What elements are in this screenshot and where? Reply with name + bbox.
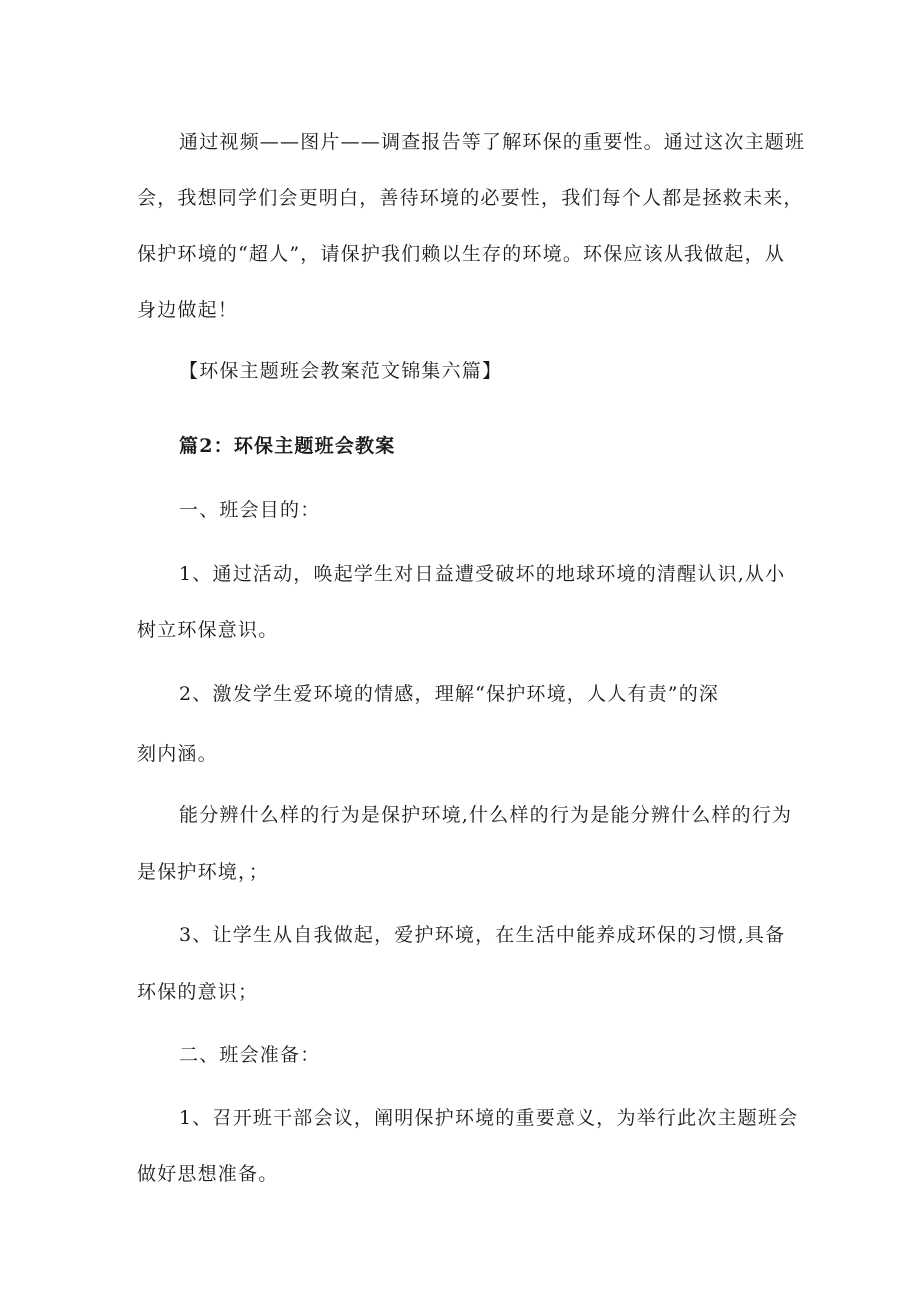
collection-title: 【环保主题班会教案范文锦集六篇】 [179, 360, 503, 382]
paragraph-line: 刻内涵。 [137, 743, 218, 765]
paragraph-line: 树立环保意识。 [137, 619, 279, 641]
paragraph-line: 2、激发学生爱环境的情感，理解“保护环境，人人有责”的深 [179, 683, 720, 705]
paragraph-line: 1、通过活动，唤起学生对日益遭受破坏的地球环境的清醒认识,从小 [179, 563, 786, 585]
paragraph-line: 通过视频——图片——调查报告等了解环保的重要性。通过这次主题班 [179, 131, 806, 153]
paragraph-line: 环保的意识； [137, 981, 259, 1003]
paragraph-line: 是保护环境，； [137, 861, 269, 883]
goal-heading: 一、班会目的： [179, 499, 321, 521]
section-title: 篇2：环保主题班会教案 [179, 435, 396, 457]
paragraph-line: 3、让学生从自我做起，爱护环境，在生活中能养成环保的习惯,具备 [179, 924, 786, 946]
paragraph-line: 做好思想准备。 [137, 1163, 279, 1185]
paragraph-line: 能分辨什么样的行为是保护环境,什么样的行为是能分辨什么样的行为 [179, 804, 793, 826]
paragraph-line: 身边做起！ [137, 299, 239, 321]
prep-heading: 二、班会准备： [179, 1044, 321, 1066]
paragraph-line: 会，我想同学们会更明白，善待环境的必要性，我们每个人都是拯救未来， [137, 187, 804, 209]
paragraph-line: 1、召开班干部会议，阐明保护环境的重要意义，为举行此次主题班会 [179, 1107, 799, 1129]
paragraph-line: 保护环境的“超人”，请保护我们赖以生存的环境。环保应该从我做起，从 [137, 243, 786, 265]
